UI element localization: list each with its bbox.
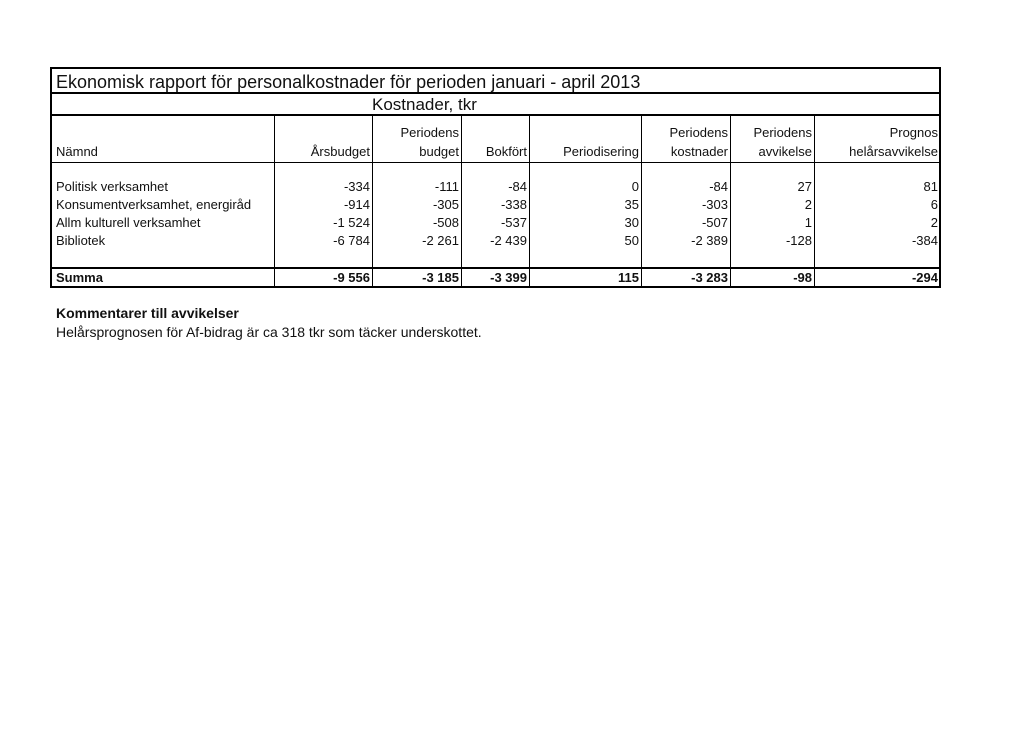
- header-periodens-avvikelse-line1: Periodens: [753, 125, 812, 140]
- cell-arsbudget: -1 524: [333, 215, 370, 230]
- row-label: Bibliotek: [56, 233, 106, 248]
- cell-prognos: -384: [911, 233, 938, 248]
- report-subtitle: Kostnader, tkr: [372, 95, 477, 114]
- cell-periodisering: 0: [631, 179, 639, 194]
- header-periodens-kostnader-line1: Periodens: [669, 125, 728, 140]
- report-table: [50, 67, 941, 288]
- comments-title: Kommentarer till avvikelser: [56, 305, 239, 321]
- subtitle-divider: [52, 114, 939, 116]
- header-periodens-budget-line1: Periodens: [400, 125, 459, 140]
- cell-bokfort: -338: [500, 197, 527, 212]
- header-periodisering: Periodisering: [563, 144, 639, 159]
- row-label: Konsumentverksamhet, energiråd: [56, 197, 252, 212]
- cell-arsbudget: -334: [343, 179, 370, 194]
- cell-periodens-kostnader: -507: [701, 215, 728, 230]
- cell-periodens-avvikelse: 2: [804, 197, 812, 212]
- cell-periodens-budget: -305: [432, 197, 459, 212]
- cell-periodens-kostnader: -303: [701, 197, 728, 212]
- header-namnd: Nämnd: [56, 144, 98, 159]
- header-divider: [52, 162, 939, 163]
- summa-periodisering: 115: [618, 270, 639, 285]
- row-label: Politisk verksamhet: [56, 179, 168, 194]
- cell-bokfort: -2 439: [490, 233, 527, 248]
- cell-periodisering: 30: [624, 215, 639, 230]
- header-bokfort: Bokfört: [485, 144, 527, 159]
- cell-periodens-avvikelse: 27: [797, 179, 812, 194]
- cell-periodens-budget: -2 261: [422, 233, 459, 248]
- cell-prognos: 6: [930, 197, 938, 212]
- cell-periodens-budget: -508: [432, 215, 459, 230]
- header-periodens-budget-line2: budget: [419, 144, 459, 159]
- cell-periodisering: 50: [624, 233, 639, 248]
- cell-bokfort: -537: [500, 215, 527, 230]
- cell-periodens-kostnader: -84: [709, 179, 728, 194]
- cell-prognos: 81: [923, 179, 938, 194]
- summa-bokfort: -3 399: [490, 270, 527, 285]
- cell-arsbudget: -914: [343, 197, 370, 212]
- summa-periodens-kostnader: -3 283: [691, 270, 728, 285]
- cell-periodisering: 35: [624, 197, 639, 212]
- header-periodens-avvikelse-line2: avvikelse: [758, 144, 812, 159]
- cell-arsbudget: -6 784: [333, 233, 370, 248]
- cell-periodens-avvikelse: 1: [804, 215, 812, 230]
- header-periodens-kostnader-line2: kostnader: [670, 144, 728, 159]
- summa-periodens-avvikelse: -98: [793, 270, 812, 285]
- comments-text: Helårsprognosen för Af-bidrag är ca 318 tkr som täcker underskottet.: [56, 324, 482, 340]
- cell-periodens-kostnader: -2 389: [691, 233, 728, 248]
- cell-bokfort: -84: [508, 179, 527, 194]
- row-label: Allm kulturell verksamhet: [56, 215, 201, 230]
- summa-label: Summa: [56, 270, 103, 285]
- cell-prognos: 2: [930, 215, 938, 230]
- header-arsbudget: Årsbudget: [310, 144, 370, 159]
- header-prognos-line1: Prognos: [889, 125, 938, 140]
- report-title: Ekonomisk rapport för personalkostnader för perioden januari - april 2013: [56, 72, 641, 92]
- summa-prognos: -294: [911, 270, 938, 285]
- cell-periodens-avvikelse: -128: [785, 233, 812, 248]
- summa-arsbudget: -9 556: [333, 270, 370, 285]
- header-prognos-line2: helårsavvikelse: [849, 144, 938, 159]
- summa-periodens-budget: -3 185: [422, 270, 459, 285]
- cell-periodens-budget: -111: [434, 179, 459, 194]
